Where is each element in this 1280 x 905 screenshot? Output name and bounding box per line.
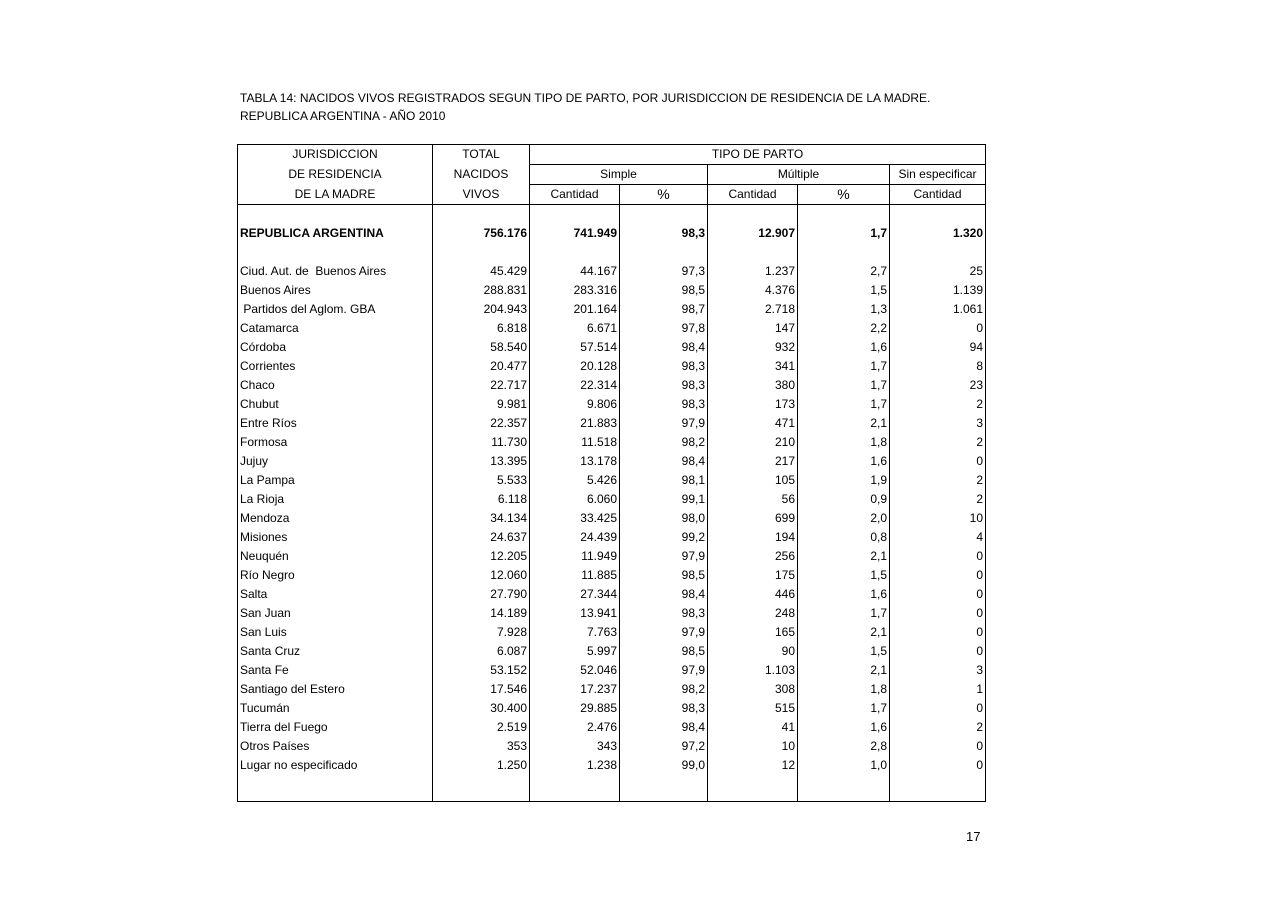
cell-mult-pct: 2,7 [798, 262, 890, 281]
cell-name: Tucumán [238, 699, 433, 718]
cell-mult-pct: 1,9 [798, 471, 890, 490]
cell-simple-pct: 97,8 [620, 319, 708, 338]
cell-sin-esp: 0 [890, 737, 986, 756]
header-jurisdiccion-3: DE LA MADRE [238, 185, 433, 205]
cell-simple-cant: 57.514 [530, 338, 620, 357]
cell-mult-pct: 1,5 [798, 281, 890, 300]
cell-simple-pct: 98,2 [620, 680, 708, 699]
cell-simple-pct: 98,3 [620, 376, 708, 395]
page-number: 17 [966, 829, 981, 844]
cell-mult-pct: 1,7 [798, 376, 890, 395]
cell-sin-esp: 2 [890, 471, 986, 490]
cell-total: 12.205 [433, 547, 530, 566]
table-row [238, 357, 986, 376]
cell-name: La Rioja [238, 490, 433, 509]
cell-simple-cant: 6.671 [530, 319, 620, 338]
cell-mult-pct: 2,1 [798, 623, 890, 642]
cell-sin-esp: 1.061 [890, 300, 986, 319]
header-simple-cantidad: Cantidad [530, 185, 620, 205]
cell-simple-pct: 98,3 [620, 699, 708, 718]
cell-simple-pct: 99,0 [620, 756, 708, 775]
cell-total: 7.928 [433, 623, 530, 642]
cell-sin-esp: 0 [890, 623, 986, 642]
cell-total: 22.717 [433, 376, 530, 395]
cell-name: La Pampa [238, 471, 433, 490]
cell-sin-esp: 0 [890, 756, 986, 775]
cell-simple-cant: 5.997 [530, 642, 620, 661]
cell-simple-cant: 44.167 [530, 262, 620, 281]
cell-mult-pct: 1,0 [798, 756, 890, 775]
cell-mult-pct: 1,6 [798, 718, 890, 737]
cell-simple-cant: 21.883 [530, 414, 620, 433]
cell-simple-cant: 22.314 [530, 376, 620, 395]
cell-simple-cant: 5.426 [530, 471, 620, 490]
cell-name: Santa Cruz [238, 642, 433, 661]
cell-total: 1.250 [433, 756, 530, 775]
cell-name: Río Negro [238, 566, 433, 585]
cell-mult-cant: 341 [708, 357, 798, 376]
cell-name: Catamarca [238, 319, 433, 338]
cell-simple-pct: 98,5 [620, 566, 708, 585]
cell-simple-cant: 13.941 [530, 604, 620, 623]
cell-simple-pct: 98,5 [620, 281, 708, 300]
table-subtitle: REPUBLICA ARGENTINA - AÑO 2010 [240, 109, 446, 123]
cell-simple-cant: 201.164 [530, 300, 620, 319]
table-row [238, 319, 986, 338]
cell-name: Mendoza [238, 509, 433, 528]
header-total-3: VIVOS [433, 185, 530, 205]
cell-mult-cant: 56 [708, 490, 798, 509]
cell-total: 53.152 [433, 661, 530, 680]
cell-total: 9.981 [433, 395, 530, 414]
table-row [238, 642, 986, 661]
cell-mult-cant: 932 [708, 338, 798, 357]
cell-total: 2.519 [433, 718, 530, 737]
table-row [238, 395, 986, 414]
total-row-simple-cant: 741.949 [530, 224, 620, 243]
cell-mult-pct: 1,6 [798, 585, 890, 604]
cell-name: Buenos Aires [238, 281, 433, 300]
cell-simple-pct: 97,9 [620, 414, 708, 433]
cell-simple-cant: 9.806 [530, 395, 620, 414]
header-multiple-cantidad: Cantidad [708, 185, 798, 205]
table-row [238, 585, 986, 604]
cell-mult-pct: 2,1 [798, 661, 890, 680]
cell-name: Tierra del Fuego [238, 718, 433, 737]
cell-simple-pct: 97,9 [620, 623, 708, 642]
cell-total: 353 [433, 737, 530, 756]
cell-mult-pct: 1,7 [798, 395, 890, 414]
cell-simple-pct: 98,2 [620, 433, 708, 452]
cell-sin-esp: 94 [890, 338, 986, 357]
cell-simple-cant: 283.316 [530, 281, 620, 300]
cell-simple-cant: 24.439 [530, 528, 620, 547]
cell-name: Neuquén [238, 547, 433, 566]
cell-simple-pct: 99,2 [620, 528, 708, 547]
header-multiple-pct: % [798, 185, 890, 205]
cell-mult-cant: 175 [708, 566, 798, 585]
cell-mult-cant: 41 [708, 718, 798, 737]
cell-sin-esp: 2 [890, 718, 986, 737]
cell-sin-esp: 10 [890, 509, 986, 528]
cell-mult-cant: 1.237 [708, 262, 798, 281]
cell-sin-esp: 1 [890, 680, 986, 699]
table-row [238, 566, 986, 585]
cell-total: 27.790 [433, 585, 530, 604]
cell-total: 45.429 [433, 262, 530, 281]
total-row-total: 756.176 [433, 224, 530, 243]
cell-simple-pct: 98,7 [620, 300, 708, 319]
cell-simple-pct: 97,9 [620, 547, 708, 566]
cell-mult-cant: 12 [708, 756, 798, 775]
births-table [237, 144, 986, 802]
cell-simple-pct: 97,3 [620, 262, 708, 281]
cell-simple-pct: 98,3 [620, 604, 708, 623]
cell-sin-esp: 23 [890, 376, 986, 395]
cell-total: 6.818 [433, 319, 530, 338]
header-tipo-de-parto: TIPO DE PARTO [530, 145, 986, 165]
table-row [238, 471, 986, 490]
cell-sin-esp: 2 [890, 490, 986, 509]
header-simple: Simple [530, 165, 708, 185]
cell-mult-cant: 10 [708, 737, 798, 756]
cell-mult-cant: 147 [708, 319, 798, 338]
cell-name: Chaco [238, 376, 433, 395]
table-row [238, 699, 986, 718]
header-simple-pct: % [620, 185, 708, 205]
cell-mult-cant: 699 [708, 509, 798, 528]
cell-sin-esp: 0 [890, 547, 986, 566]
header-sin-especificar: Sin especificar [890, 165, 986, 185]
total-row [238, 224, 986, 243]
cell-name: San Juan [238, 604, 433, 623]
cell-total: 34.134 [433, 509, 530, 528]
cell-sin-esp: 0 [890, 642, 986, 661]
table-row [238, 737, 986, 756]
cell-simple-pct: 98,4 [620, 718, 708, 737]
table-row [238, 680, 986, 699]
cell-total: 24.637 [433, 528, 530, 547]
cell-simple-cant: 13.178 [530, 452, 620, 471]
table-row [238, 452, 986, 471]
header-jurisdiccion-1: JURISDICCION [238, 145, 433, 165]
cell-total: 12.060 [433, 566, 530, 585]
cell-simple-pct: 98,3 [620, 357, 708, 376]
table-row [238, 433, 986, 452]
total-row-sin-esp: 1.320 [890, 224, 986, 243]
cell-mult-cant: 194 [708, 528, 798, 547]
cell-mult-cant: 248 [708, 604, 798, 623]
table-row [238, 661, 986, 680]
cell-name: Córdoba [238, 338, 433, 357]
cell-mult-pct: 1,7 [798, 357, 890, 376]
cell-mult-pct: 1,3 [798, 300, 890, 319]
cell-sin-esp: 0 [890, 452, 986, 471]
cell-simple-pct: 98,5 [620, 642, 708, 661]
cell-mult-cant: 4.376 [708, 281, 798, 300]
cell-simple-cant: 17.237 [530, 680, 620, 699]
cell-sin-esp: 0 [890, 699, 986, 718]
cell-sin-esp: 2 [890, 395, 986, 414]
table-row [238, 338, 986, 357]
cell-simple-pct: 98,0 [620, 509, 708, 528]
cell-simple-pct: 97,9 [620, 661, 708, 680]
cell-mult-pct: 1,7 [798, 699, 890, 718]
cell-name: Misiones [238, 528, 433, 547]
cell-mult-cant: 210 [708, 433, 798, 452]
cell-simple-cant: 7.763 [530, 623, 620, 642]
table-row [238, 756, 986, 775]
cell-sin-esp: 4 [890, 528, 986, 547]
cell-total: 13.395 [433, 452, 530, 471]
cell-total: 20.477 [433, 357, 530, 376]
cell-sin-esp: 3 [890, 661, 986, 680]
cell-total: 58.540 [433, 338, 530, 357]
total-row-name: REPUBLICA ARGENTINA [238, 224, 433, 243]
cell-mult-pct: 2,2 [798, 319, 890, 338]
header-jurisdiccion-2: DE RESIDENCIA [238, 165, 433, 185]
cell-simple-pct: 98,1 [620, 471, 708, 490]
cell-sin-esp: 25 [890, 262, 986, 281]
cell-simple-cant: 1.238 [530, 756, 620, 775]
cell-simple-cant: 11.949 [530, 547, 620, 566]
cell-simple-cant: 2.476 [530, 718, 620, 737]
cell-mult-pct: 2,0 [798, 509, 890, 528]
table-row [238, 281, 986, 300]
cell-mult-pct: 1,8 [798, 680, 890, 699]
cell-name: Corrientes [238, 357, 433, 376]
table-row [238, 718, 986, 737]
table-row [238, 528, 986, 547]
cell-simple-cant: 6.060 [530, 490, 620, 509]
cell-simple-cant: 20.128 [530, 357, 620, 376]
cell-mult-cant: 256 [708, 547, 798, 566]
cell-sin-esp: 0 [890, 319, 986, 338]
cell-mult-cant: 90 [708, 642, 798, 661]
header-multiple: Múltiple [708, 165, 890, 185]
cell-simple-pct: 98,4 [620, 338, 708, 357]
table-row [238, 547, 986, 566]
cell-mult-cant: 446 [708, 585, 798, 604]
province-rows [238, 262, 986, 775]
cell-name: San Luis [238, 623, 433, 642]
cell-total: 17.546 [433, 680, 530, 699]
cell-simple-pct: 98,4 [620, 452, 708, 471]
cell-mult-pct: 1,5 [798, 566, 890, 585]
cell-sin-esp: 0 [890, 585, 986, 604]
cell-simple-pct: 97,2 [620, 737, 708, 756]
cell-total: 204.943 [433, 300, 530, 319]
cell-name: Lugar no especificado [238, 756, 433, 775]
cell-simple-cant: 343 [530, 737, 620, 756]
cell-name: Otros Países [238, 737, 433, 756]
cell-total: 5.533 [433, 471, 530, 490]
cell-mult-cant: 471 [708, 414, 798, 433]
cell-mult-pct: 1,7 [798, 604, 890, 623]
cell-name: Ciud. Aut. de Buenos Aires [238, 262, 433, 281]
table-row [238, 262, 986, 281]
cell-mult-pct: 1,6 [798, 338, 890, 357]
header-sin-esp-cantidad: Cantidad [890, 185, 986, 205]
cell-simple-pct: 98,3 [620, 395, 708, 414]
total-row-mult-pct: 1,7 [798, 224, 890, 243]
cell-simple-pct: 99,1 [620, 490, 708, 509]
cell-mult-cant: 2.718 [708, 300, 798, 319]
cell-sin-esp: 1.139 [890, 281, 986, 300]
cell-total: 11.730 [433, 433, 530, 452]
cell-simple-cant: 11.885 [530, 566, 620, 585]
cell-mult-pct: 1,8 [798, 433, 890, 452]
table-row [238, 414, 986, 433]
cell-mult-cant: 1.103 [708, 661, 798, 680]
cell-mult-pct: 2,8 [798, 737, 890, 756]
cell-name: Formosa [238, 433, 433, 452]
cell-name: Salta [238, 585, 433, 604]
cell-total: 14.189 [433, 604, 530, 623]
cell-sin-esp: 0 [890, 566, 986, 585]
cell-sin-esp: 2 [890, 433, 986, 452]
cell-simple-cant: 29.885 [530, 699, 620, 718]
cell-mult-cant: 165 [708, 623, 798, 642]
cell-mult-cant: 217 [708, 452, 798, 471]
cell-mult-cant: 380 [708, 376, 798, 395]
cell-name: Santiago del Estero [238, 680, 433, 699]
cell-total: 22.357 [433, 414, 530, 433]
cell-mult-cant: 105 [708, 471, 798, 490]
header-total-2: NACIDOS [433, 165, 530, 185]
cell-name: Santa Fe [238, 661, 433, 680]
cell-simple-cant: 33.425 [530, 509, 620, 528]
cell-name: Entre Ríos [238, 414, 433, 433]
cell-total: 288.831 [433, 281, 530, 300]
cell-mult-cant: 515 [708, 699, 798, 718]
cell-sin-esp: 3 [890, 414, 986, 433]
table-title: TABLA 14: NACIDOS VIVOS REGISTRADOS SEGUN TIPO DE PARTO, POR JURISDICCION DE RESIDENCIA DE LA MADRE. [240, 91, 931, 105]
cell-sin-esp: 8 [890, 357, 986, 376]
header-total-1: TOTAL [433, 145, 530, 165]
cell-mult-pct: 1,5 [798, 642, 890, 661]
cell-total: 6.087 [433, 642, 530, 661]
cell-mult-pct: 2,1 [798, 547, 890, 566]
cell-simple-cant: 11.518 [530, 433, 620, 452]
cell-simple-cant: 52.046 [530, 661, 620, 680]
total-row-simple-pct: 98,3 [620, 224, 708, 243]
table-row [238, 490, 986, 509]
cell-name: Jujuy [238, 452, 433, 471]
cell-mult-cant: 308 [708, 680, 798, 699]
table-row [238, 376, 986, 395]
cell-mult-pct: 2,1 [798, 414, 890, 433]
cell-mult-pct: 0,8 [798, 528, 890, 547]
cell-simple-cant: 27.344 [530, 585, 620, 604]
cell-mult-pct: 0,9 [798, 490, 890, 509]
cell-total: 30.400 [433, 699, 530, 718]
total-row-mult-cant: 12.907 [708, 224, 798, 243]
cell-name: Chubut [238, 395, 433, 414]
cell-total: 6.118 [433, 490, 530, 509]
table-row [238, 623, 986, 642]
table-row [238, 509, 986, 528]
cell-mult-pct: 1,6 [798, 452, 890, 471]
cell-sin-esp: 0 [890, 604, 986, 623]
cell-name: Partidos del Aglom. GBA [238, 300, 433, 319]
cell-simple-pct: 98,4 [620, 585, 708, 604]
table-row [238, 300, 986, 319]
cell-mult-cant: 173 [708, 395, 798, 414]
table-row [238, 604, 986, 623]
